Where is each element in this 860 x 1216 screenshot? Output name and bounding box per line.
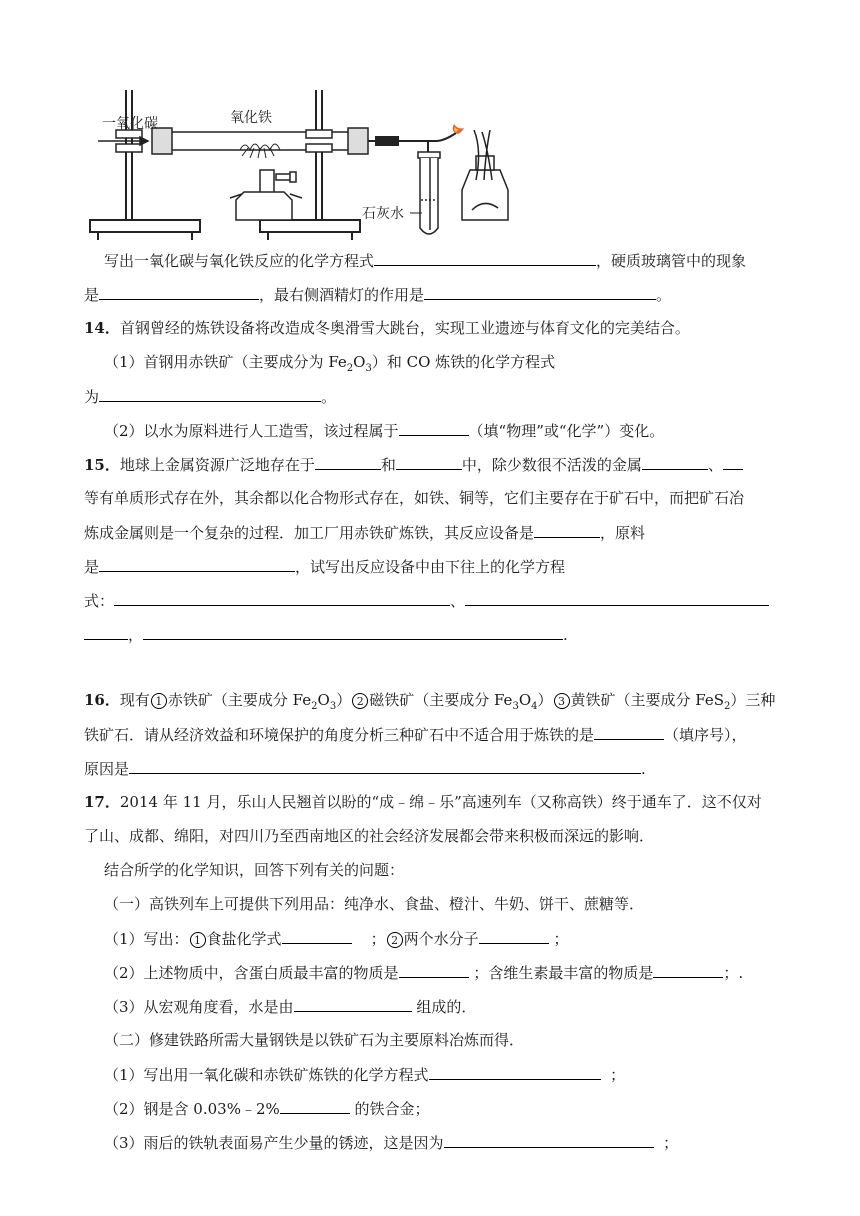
answer-blank[interactable] — [396, 453, 462, 470]
text: （2）上述物质中，含蛋白质最丰富的物质是 — [104, 964, 399, 982]
subscript: 2 — [311, 701, 318, 712]
text: 了山、成都、绵阳，对四川乃至西南地区的社会经济发展都会带来积极而深远的影响． — [84, 827, 655, 845]
text: 黄铁矿（主要成分 FeS — [570, 691, 725, 709]
answer-blank[interactable] — [282, 927, 352, 944]
question-number: 14． — [84, 319, 120, 337]
q14-part1 — [104, 351, 555, 380]
q15-line2 — [84, 487, 744, 509]
q15-line5 — [84, 589, 769, 612]
q15-line3 — [84, 521, 645, 544]
circled-number: 2 — [387, 932, 403, 948]
text: ，最右侧酒精灯的作用是 — [259, 286, 425, 304]
text: 、 — [707, 456, 723, 474]
answer-blank[interactable] — [465, 589, 769, 606]
answer-blank[interactable] — [99, 283, 259, 300]
text: 铁矿石．请从经济效益和环境保护的角度分析三种矿石中不适合用于炼铁的是 — [84, 726, 595, 744]
text: （1）写出用一氧化碳和赤铁矿炼铁的化学方程式 — [104, 1066, 429, 1084]
right-alcohol-lamp — [462, 130, 508, 220]
text: ，试写出反应设备中由下往上的化学方程 — [295, 558, 566, 576]
text: 等有单质形式存在外，其余都以化合物形式存在，如铁、铜等，它们主要存在于矿石中，而把矿石冶 — [84, 489, 745, 507]
q17-line3 — [104, 859, 404, 881]
answer-blank[interactable] — [129, 757, 641, 774]
text: 是 — [84, 558, 100, 576]
answer-blank[interactable] — [280, 1097, 350, 1114]
text: （2）钢是含 0.03%﹣2% — [104, 1100, 280, 1118]
question-number: 16． — [84, 691, 120, 709]
text: ）和 CO 炼铁的化学方程式 — [371, 353, 556, 371]
text: 。 — [321, 388, 337, 406]
subscript: 3 — [512, 701, 519, 712]
text: O — [518, 691, 532, 709]
text: ） — [537, 691, 553, 709]
text: O — [353, 353, 366, 371]
text: 为 — [84, 388, 100, 406]
subscript: 2 — [346, 363, 354, 374]
text: ）三种 — [730, 691, 776, 709]
answer-blank[interactable] — [424, 283, 656, 300]
text: 两个水分子 — [403, 930, 479, 948]
text: 炼成金属则是一个复杂的过程．加工厂用赤铁矿炼铁，其反应设备是 — [84, 524, 535, 542]
text: 和 — [380, 456, 396, 474]
text: （二）修建铁路所需大量钢铁是以铁矿石为主要原料冶炼而得． — [104, 1031, 525, 1049]
text: . — [641, 760, 646, 778]
q17-s1-q2 — [104, 961, 743, 984]
q17-s2-q3 — [104, 1131, 678, 1154]
q15-line4 — [84, 555, 565, 578]
text: ） — [336, 691, 352, 709]
text: 式： — [84, 592, 115, 610]
text: ；含维生素最丰富的物质是 — [473, 964, 654, 982]
text: ， — [128, 626, 144, 644]
answer-blank[interactable] — [99, 385, 321, 402]
text: 写出一氧化碳与氧化铁反应的化学方程式 — [104, 252, 375, 270]
q17-s2-q2 — [104, 1097, 430, 1120]
q17-s2-q1 — [104, 1063, 625, 1086]
text: O — [317, 691, 330, 709]
subscript: 3 — [329, 701, 337, 712]
text: 结合所学的化学知识，回答下列有关的问题： — [104, 861, 405, 879]
text: 赤铁矿（主要成分 Fe — [167, 691, 312, 709]
q17-section2 — [104, 1029, 524, 1051]
text: 磁铁矿（主要成分 Fe — [369, 691, 513, 709]
q16-line1 — [84, 689, 775, 718]
answer-blank[interactable] — [143, 623, 563, 640]
alcohol-lamp-heater — [230, 170, 302, 220]
answer-blank[interactable] — [444, 1131, 654, 1148]
subscript: 3 — [365, 363, 372, 374]
q13-line2 — [84, 283, 671, 306]
text: 中，除少数很不活泼的金属 — [461, 456, 642, 474]
text: （一）高铁列车上可提供下列用品：纯净水、食盐、橙汁、牛奶、饼干、蔗糖等． — [104, 895, 645, 913]
q15-line6 — [84, 623, 568, 646]
answer-blank[interactable] — [479, 927, 549, 944]
text: 。 — [656, 286, 672, 304]
text: ，硬质玻璃管中的现象 — [596, 252, 747, 270]
q16-line3 — [84, 757, 646, 780]
answer-blank[interactable] — [294, 995, 412, 1012]
q17-line2 — [84, 825, 654, 847]
text: （3）雨后的铁轨表面易产生少量的锈迹，这是因为 — [104, 1134, 444, 1152]
q14-stem — [84, 317, 690, 339]
text: 组成的． — [416, 998, 477, 1016]
answer-blank[interactable] — [399, 419, 469, 436]
text: . — [563, 626, 568, 644]
apparatus-figure — [80, 80, 540, 250]
left-iron-stand — [90, 90, 200, 240]
answer-blank[interactable] — [399, 961, 469, 978]
flame-icon — [453, 124, 464, 134]
q14-part1-answer — [84, 385, 336, 408]
text: 现有 — [119, 691, 150, 709]
label-co: 一氧化碳 — [102, 116, 158, 132]
text: 原因是 — [84, 760, 130, 778]
answer-blank[interactable] — [99, 555, 295, 572]
text: （3）从宏观角度看，水是由 — [104, 998, 294, 1016]
text: （填序号）， — [664, 726, 747, 744]
label-limewater: 石灰水 — [362, 206, 404, 222]
answer-blank[interactable] — [653, 961, 723, 978]
answer-blank[interactable] — [642, 453, 708, 470]
text: 是 — [84, 286, 100, 304]
text: （填“物理”或“化学”）变化。 — [468, 422, 665, 440]
q15-line1 — [84, 453, 743, 476]
answer-blank[interactable] — [429, 1063, 601, 1080]
text: ； — [610, 1066, 626, 1084]
subscript: 4 — [531, 701, 538, 712]
q13-line1 — [104, 249, 746, 272]
label-fe2o3: 氧化铁 — [230, 110, 272, 126]
q17-section1 — [104, 893, 644, 915]
q17-s1-q1 — [104, 927, 568, 950]
text: ，原料 — [600, 524, 646, 542]
answer-blank[interactable] — [315, 453, 381, 470]
circled-number: 1 — [151, 693, 167, 709]
question-number: 17． — [84, 793, 120, 811]
text: 、 — [450, 592, 466, 610]
text: 食盐化学式 — [206, 930, 282, 948]
text: （1）首钢用赤铁矿（主要成分为 Fe — [104, 353, 347, 371]
circled-number: 2 — [352, 693, 368, 709]
answer-blank[interactable] — [114, 589, 450, 606]
circled-number: 3 — [554, 693, 570, 709]
text: 首钢曾经的炼铁设备将改造成冬奥滑雪大跳台，实现工业遗迹与体育文化的完美结合。 — [119, 319, 690, 337]
answer-blank[interactable] — [594, 723, 664, 740]
answer-blank[interactable] — [723, 453, 743, 470]
text: （2）以水为原料进行人工造雪，该过程属于 — [104, 422, 399, 440]
text: ； — [663, 1134, 679, 1152]
text: ； — [553, 930, 569, 948]
answer-blank[interactable] — [84, 623, 128, 640]
text: 的铁合金； — [354, 1100, 430, 1118]
text: ；. — [723, 964, 744, 982]
answer-blank[interactable] — [534, 521, 600, 538]
q17-line1 — [84, 791, 762, 813]
text: ； — [370, 930, 386, 948]
answer-blank[interactable] — [374, 249, 596, 266]
circled-number: 1 — [190, 932, 206, 948]
text: 2014 年 11 月，乐山人民翘首以盼的“成﹣绵﹣乐”高速列车（又称高铁）终于通车了．这不仅对 — [119, 793, 762, 811]
text: 地球上金属资源广泛地存在于 — [119, 456, 315, 474]
q16-line2 — [84, 723, 747, 746]
q14-part2 — [104, 419, 664, 442]
text: （1）写出： — [104, 930, 189, 948]
q17-s1-q3 — [104, 995, 476, 1018]
question-number: 15． — [84, 456, 120, 474]
subscript: 2 — [724, 701, 731, 712]
limewater-test-tube — [418, 152, 440, 234]
